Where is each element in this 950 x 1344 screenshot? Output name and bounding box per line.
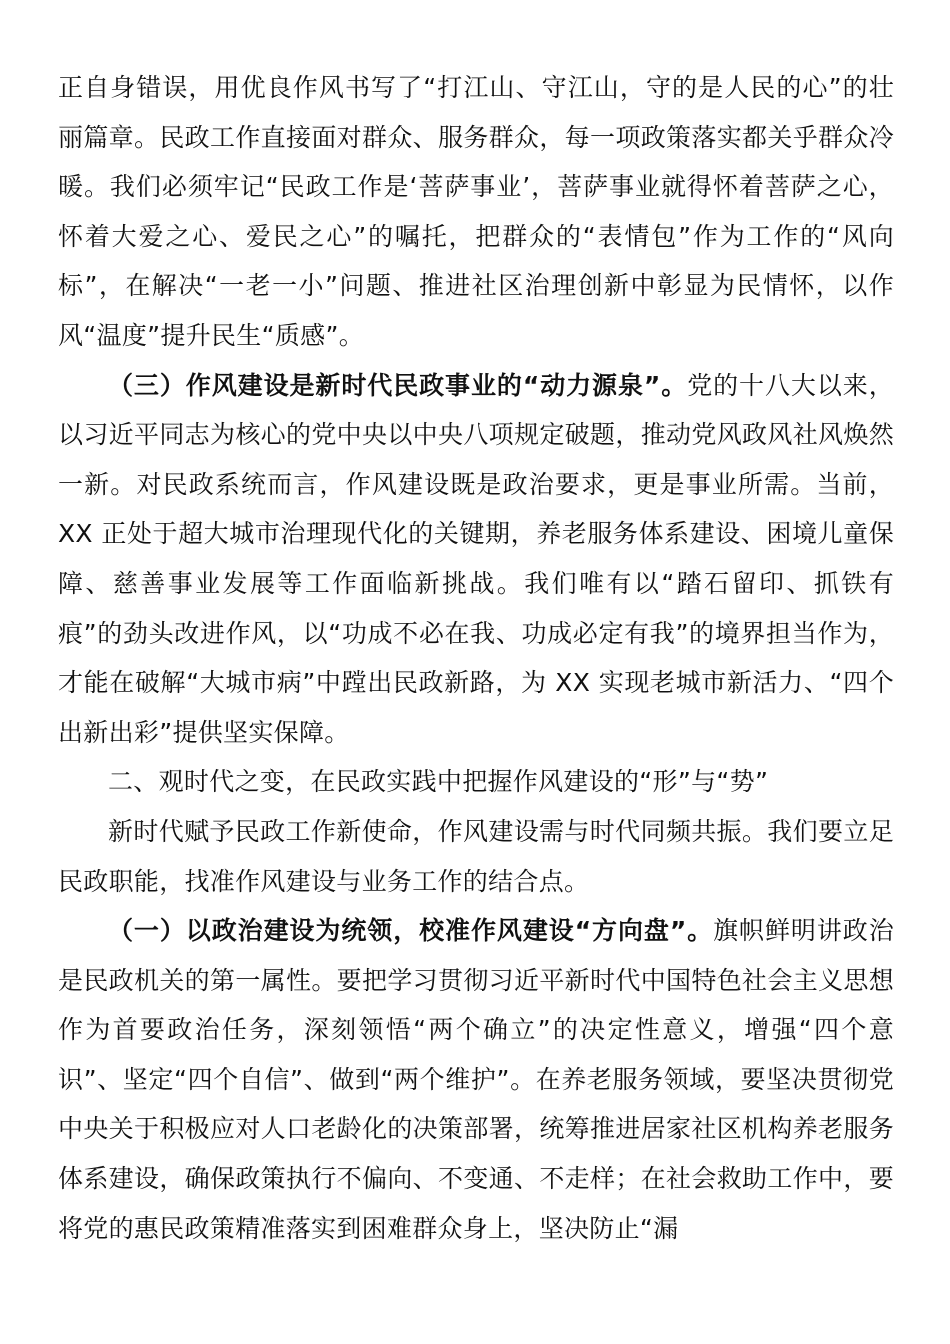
paragraph-intro bbox=[58, 807, 894, 906]
paragraph-text: 旗帜鲜明讲政治是民政机关的第一属性。要把学习贯彻习近平新时代中国特色社会主义思想作为首要政治任务，深刻领悟“两个确立”的决定性意义，增强“四个意识”、坚定“四个自信”、做到“两个维护”。在养老服务领域，要坚决贯彻党中央关于积极应对人口老龄化的决策部署，统筹推进居家社区机构养老服务体系建设，确保政策执行不偏向、不变通、不走样；在社会救助工作中，要将党的惠民政策精准落实到困难群众身上，坚决防止“漏 bbox=[58, 916, 894, 1243]
paragraph-continuation bbox=[58, 63, 894, 361]
paragraph-text: 党的十八大以来，以习近平同志为核心的党中央以中央八项规定破题，推动党风政风社风焕然一新。对民政系统而言，作风建设既是政治要求，更是事业所需。当前，XX 正处于超大城市治理现代化的关键期，养老服务体系建设、困境儿童保障、慈善事业发展等工作面临新挑战。我们唯有以“踏石留印、抓铁有痕”的劲头改进作风，以“功成不必在我、功成必定有我”的境界担当作为，才能在破解“大城市病”中蹚出民政新路，为 XX 实现老城市新活力、“四个出新出彩”提供坚实保障。 bbox=[58, 370, 894, 747]
paragraph-subsection-1 bbox=[58, 906, 894, 1253]
paragraph-section-3 bbox=[58, 361, 894, 758]
section-heading-2: 二、观时代之变，在民政实践中把握作风建设的“形”与“势” bbox=[108, 767, 769, 797]
document-body bbox=[58, 63, 894, 1253]
paragraph-text: 新时代赋予民政工作新使命，作风建设需与时代同频共振。我们要立足民政职能，找准作风建设与业务工作的结合点。 bbox=[58, 816, 894, 896]
paragraph-text: 正自身错误，用优良作风书写了“打江山、守江山，守的是人民的心”的壮丽篇章。民政工作直接面对群众、服务群众，每一项政策落实都关乎群众冷暖。我们必须牢记“民政工作是‘菩萨事业’，菩萨事业就得怀着菩萨之心，怀着大爱之心、爱民之心”的嘱托，把群众的“表情包”作为工作的“风向标”，在解决“一老一小”问题、推进社区治理创新中彰显为民情怀，以作风“温度”提升民生“质感”。 bbox=[58, 73, 894, 350]
subsection-lead-heading: （一）以政治建设为统领，校准作风建设“方向盘”。 bbox=[108, 916, 714, 946]
section-lead-heading: （三）作风建设是新时代民政事业的“动力源泉”。 bbox=[108, 370, 688, 400]
